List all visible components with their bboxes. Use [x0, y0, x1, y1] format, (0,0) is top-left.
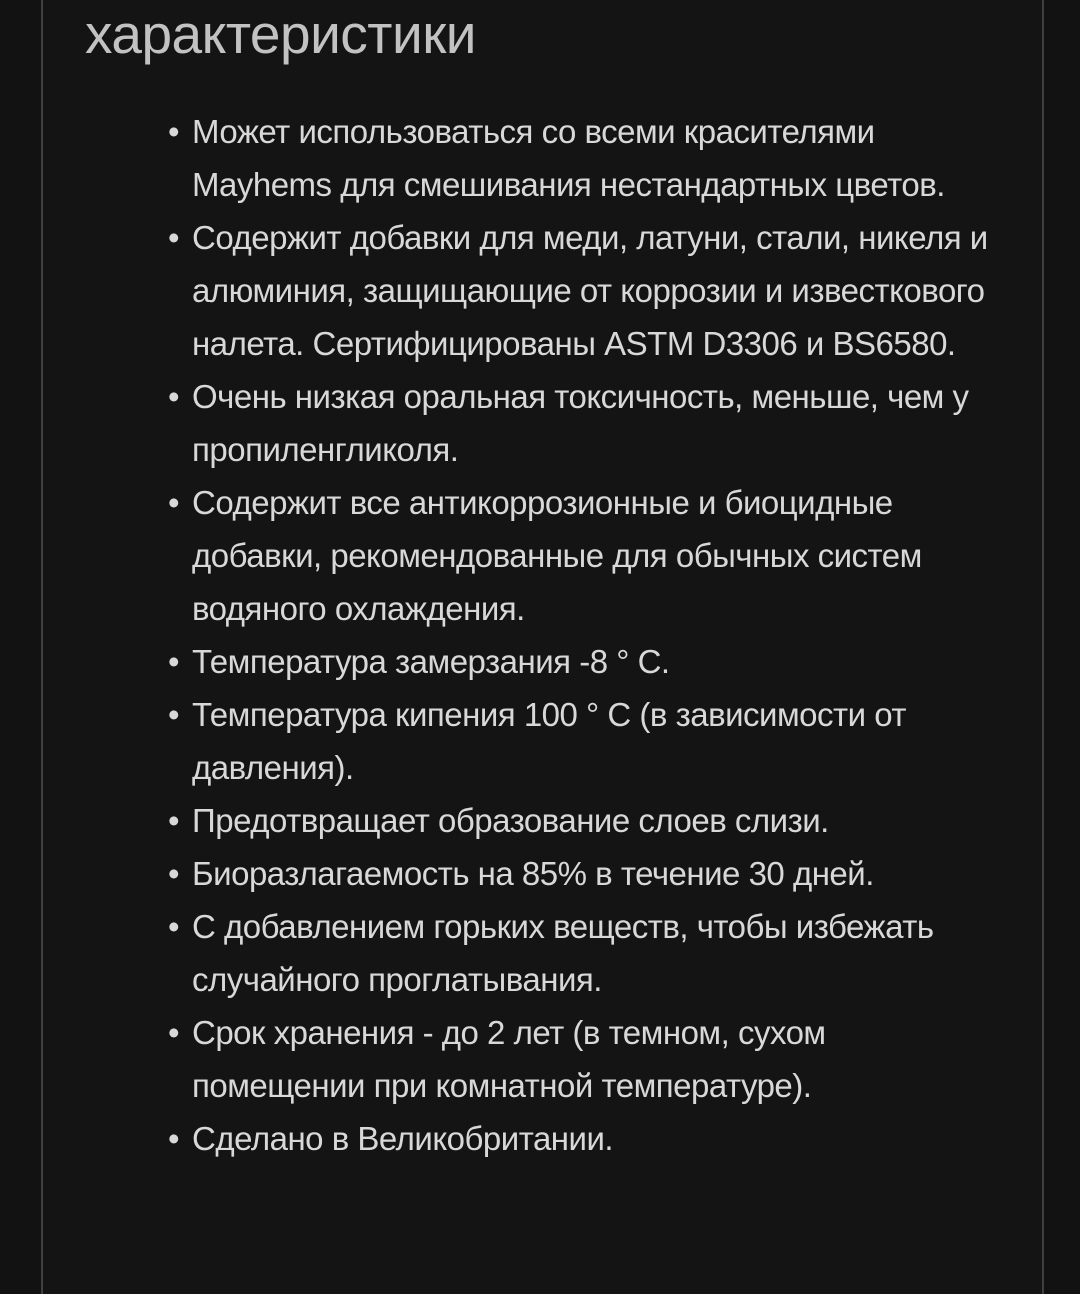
feature-item: • Может использоваться со всеми красителями Mayhems для смешивания нестандартных цветов. [168, 105, 1002, 211]
feature-item: • Содержит все антикоррозионные и биоцидные добавки, рекомендованные для обычных систем водяного охлаждения. [168, 476, 1002, 635]
feature-item: • Биоразлагаемость на 85% в течение 30 дней. [168, 847, 1002, 900]
feature-item: • С добавлением горьких веществ, чтобы избежать случайного проглатывания. [168, 900, 1002, 1006]
feature-item: • Температура кипения 100 ° C (в зависимости от давления). [168, 688, 1002, 794]
feature-item: • Предотвращает образование слоев слизи. [168, 794, 1002, 847]
feature-item: • Сделано в Великобритании. [168, 1112, 1002, 1165]
content-panel [41, 0, 1044, 1294]
feature-item: • Содержит добавки для меди, латуни, стали, никеля и алюминия, защищающие от коррозии и известкового налета. Сертифицированы ASTM D3306 и BS6580. [168, 211, 1002, 370]
feature-item: • Срок хранения - до 2 лет (в темном, сухом помещении при комнатной температуре). [168, 1006, 1002, 1112]
feature-item: • Очень низкая оральная токсичность, меньше, чем у пропиленгликоля. [168, 370, 1002, 476]
feature-item: • Температура замерзания -8 ° C. [168, 635, 1002, 688]
section-title: характеристики [85, 3, 476, 65]
features-list [43, 105, 1042, 1165]
